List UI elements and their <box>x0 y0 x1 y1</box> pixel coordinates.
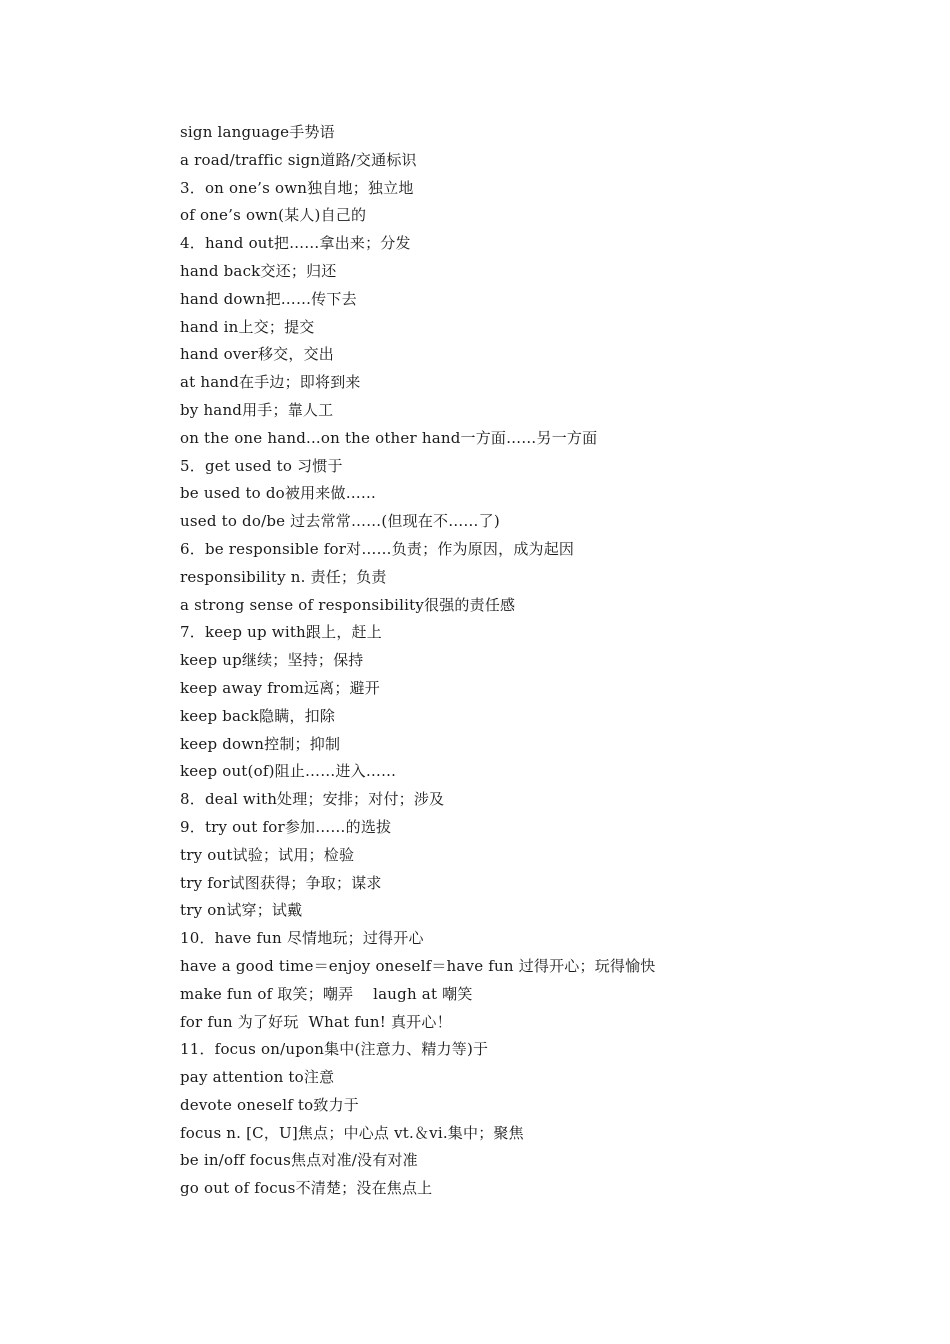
text-line: of one’s own(某人)自己的 <box>180 206 367 225</box>
text-line: for fun 为了好玩 What fun! 真开心！ <box>180 1012 452 1031</box>
text-line: 7．keep up with跟上，赶上 <box>180 623 382 642</box>
text-line: responsibility n. 责任；负责 <box>180 567 387 586</box>
text-line: try on试穿；试戴 <box>180 901 303 920</box>
text-line: pay attention to注意 <box>180 1068 335 1087</box>
text-line: 4．hand out把……拿出来；分发 <box>180 234 411 253</box>
text-line: keep away from远离；避开 <box>180 678 380 697</box>
text-line: keep out(of)阻止……进入…… <box>180 762 397 781</box>
text-line: focus n. [C，U]焦点；中心点 vt.＆vi.集中；聚焦 <box>180 1123 524 1142</box>
vocabulary-list <box>180 119 880 1203</box>
text-line: a strong sense of responsibility很强的责任感 <box>180 595 516 614</box>
text-line: sign language手势语 <box>180 123 335 141</box>
text-line: hand back交还；归还 <box>180 261 337 280</box>
text-line: 3．on one’s own独自地；独立地 <box>180 178 414 197</box>
text-line: try for试图获得；争取；谋求 <box>180 873 382 892</box>
text-line: 5．get used to 习惯于 <box>180 456 343 475</box>
text-line: keep back隐瞒，扣除 <box>180 706 336 725</box>
text-line: make fun of 取笑；嘲弄 laugh at 嘲笑 <box>180 984 473 1003</box>
text-line: hand in上交；提交 <box>180 317 315 336</box>
text-line: keep down控制；抑制 <box>180 734 341 753</box>
text-line: be used to do被用来做…… <box>180 484 377 503</box>
text-line: 6．be responsible for对……负责；作为原因，成为起因 <box>180 539 575 558</box>
text-line: hand over移交，交出 <box>180 345 334 364</box>
text-line: be in/off focus焦点对准/没有对准 <box>180 1151 418 1170</box>
text-line: at hand在手边；即将到来 <box>180 373 361 392</box>
text-line: 10．have fun 尽情地玩；过得开心 <box>180 929 424 948</box>
text-line: used to do/be 过去常常……(但现在不……了) <box>180 512 500 531</box>
text-line: 11．focus on/upon集中(注意力、精力等)于 <box>180 1040 489 1059</box>
text-line: go out of focus不清楚；没在焦点上 <box>180 1179 433 1198</box>
text-line: have a good time＝enjoy oneself＝have fun 过得开心；玩得愉快 <box>180 956 656 975</box>
text-line: keep up继续；坚持；保持 <box>180 651 364 670</box>
text-line: a road/traffic sign道路/交通标识 <box>180 150 417 169</box>
text-line: by hand用手；靠人工 <box>180 400 334 419</box>
text-line: devote oneself to致力于 <box>180 1095 359 1114</box>
text-line: hand down把……传下去 <box>180 289 357 308</box>
text-line: 8．deal with处理；安排；对付；涉及 <box>180 790 445 809</box>
text-line: try out试验；试用；检验 <box>180 845 355 864</box>
text-line: 9．try out for参加……的选拔 <box>180 817 392 836</box>
text-line: on the one hand...on the other hand一方面……另一方面 <box>180 428 598 447</box>
